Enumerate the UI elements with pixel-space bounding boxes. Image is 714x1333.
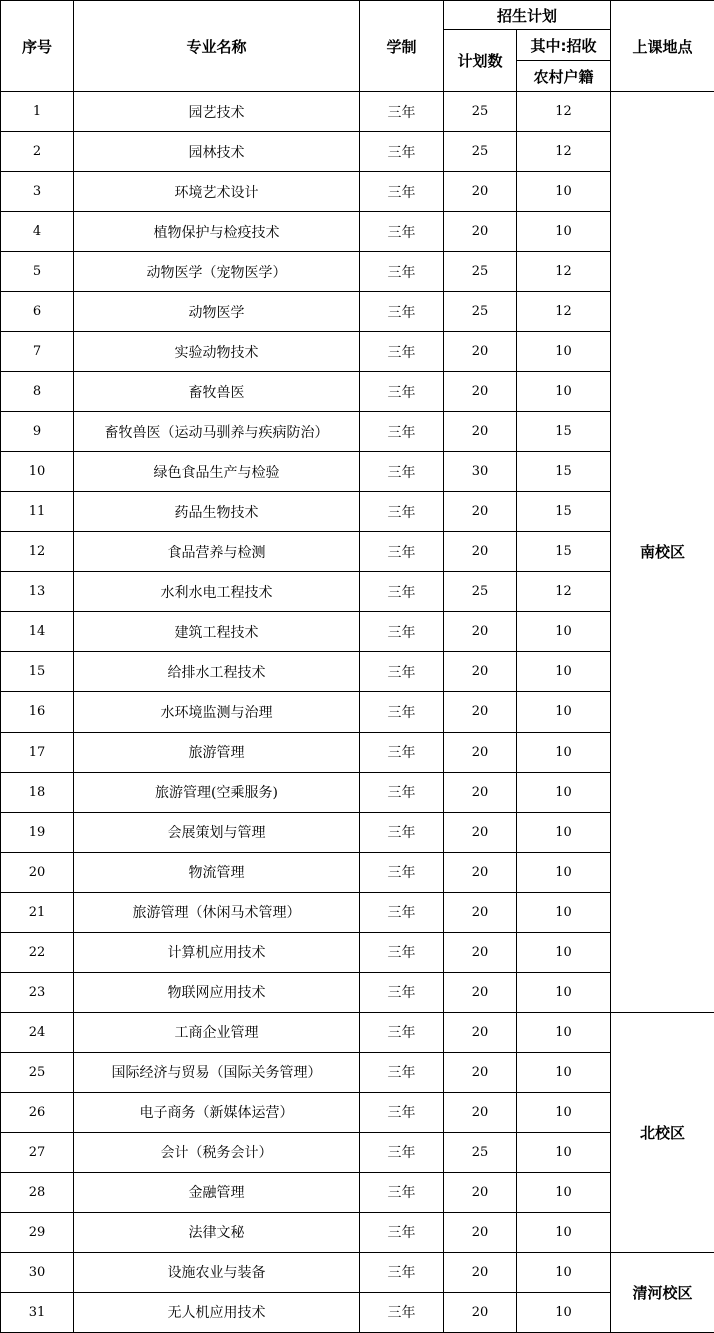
table-row — [1, 212, 714, 252]
row-duration: 三年 — [360, 212, 444, 252]
table-row — [1, 292, 714, 332]
row-duration: 三年 — [360, 852, 444, 892]
location-south-campus: 南校区 — [611, 92, 714, 1013]
row-plan-count: 20 — [444, 1092, 517, 1132]
row-plan-count: 20 — [444, 732, 517, 772]
row-rural-count: 15 — [517, 452, 611, 492]
row-plan-count: 20 — [444, 372, 517, 412]
header-seq: 序号 — [1, 1, 74, 92]
row-rural-count: 10 — [517, 372, 611, 412]
row-major: 物流管理 — [74, 852, 360, 892]
row-plan-count: 25 — [444, 92, 517, 132]
row-major: 国际经济与贸易（国际关务管理） — [74, 1052, 360, 1092]
row-duration: 三年 — [360, 492, 444, 532]
table-body — [1, 92, 714, 1333]
row-seq: 5 — [1, 252, 74, 292]
row-duration: 三年 — [360, 372, 444, 412]
row-plan-count: 25 — [444, 292, 517, 332]
row-rural-count: 10 — [517, 1012, 611, 1052]
row-major: 金融管理 — [74, 1172, 360, 1212]
row-plan-count: 20 — [444, 492, 517, 532]
row-seq: 21 — [1, 892, 74, 932]
row-rural-count: 10 — [517, 1092, 611, 1132]
row-plan-count: 25 — [444, 132, 517, 172]
row-duration: 三年 — [360, 292, 444, 332]
row-rural-count: 10 — [517, 772, 611, 812]
header-duration: 学制 — [360, 1, 444, 92]
table-row — [1, 532, 714, 572]
row-duration: 三年 — [360, 612, 444, 652]
row-plan-count: 20 — [444, 212, 517, 252]
row-major: 计算机应用技术 — [74, 932, 360, 972]
row-plan-count: 20 — [444, 1172, 517, 1212]
row-rural-count: 10 — [517, 972, 611, 1012]
row-major: 工商企业管理 — [74, 1012, 360, 1052]
row-duration: 三年 — [360, 732, 444, 772]
header-rural-top: 其中:招收 — [517, 30, 611, 61]
row-duration: 三年 — [360, 92, 444, 132]
row-rural-count: 15 — [517, 532, 611, 572]
row-plan-count: 20 — [444, 172, 517, 212]
table-row — [1, 1252, 714, 1292]
row-rural-count: 10 — [517, 852, 611, 892]
row-seq: 2 — [1, 132, 74, 172]
row-major: 食品营养与检测 — [74, 532, 360, 572]
row-rural-count: 12 — [517, 292, 611, 332]
row-seq: 3 — [1, 172, 74, 212]
row-seq: 4 — [1, 212, 74, 252]
row-rural-count: 12 — [517, 252, 611, 292]
row-major: 畜牧兽医（运动马驯养与疾病防治） — [74, 412, 360, 452]
row-seq: 13 — [1, 572, 74, 612]
row-duration: 三年 — [360, 252, 444, 292]
row-duration: 三年 — [360, 1172, 444, 1212]
row-seq: 10 — [1, 452, 74, 492]
row-seq: 22 — [1, 932, 74, 972]
row-plan-count: 20 — [444, 332, 517, 372]
row-major: 旅游管理(空乘服务) — [74, 772, 360, 812]
table-row — [1, 1132, 714, 1172]
row-seq: 25 — [1, 1052, 74, 1092]
table-row — [1, 1052, 714, 1092]
row-plan-count: 25 — [444, 252, 517, 292]
header-plan-count: 计划数 — [444, 30, 517, 92]
row-plan-count: 20 — [444, 612, 517, 652]
row-duration: 三年 — [360, 812, 444, 852]
row-rural-count: 10 — [517, 1052, 611, 1092]
row-seq: 16 — [1, 692, 74, 732]
row-major: 植物保护与检疫技术 — [74, 212, 360, 252]
row-rural-count: 10 — [517, 1132, 611, 1172]
row-duration: 三年 — [360, 1052, 444, 1092]
row-duration: 三年 — [360, 452, 444, 492]
row-duration: 三年 — [360, 972, 444, 1012]
row-duration: 三年 — [360, 1252, 444, 1292]
table-row — [1, 852, 714, 892]
row-major: 环境艺术设计 — [74, 172, 360, 212]
row-seq: 11 — [1, 492, 74, 532]
row-plan-count: 20 — [444, 852, 517, 892]
row-plan-count: 20 — [444, 812, 517, 852]
row-major: 物联网应用技术 — [74, 972, 360, 1012]
location-north-campus: 北校区 — [611, 1012, 714, 1252]
row-rural-count: 12 — [517, 92, 611, 132]
table-row — [1, 1212, 714, 1252]
row-plan-count: 20 — [444, 972, 517, 1012]
row-plan-count: 20 — [444, 1252, 517, 1292]
table-row — [1, 772, 714, 812]
row-seq: 20 — [1, 852, 74, 892]
table-row — [1, 932, 714, 972]
row-seq: 1 — [1, 92, 74, 132]
row-major: 园艺技术 — [74, 92, 360, 132]
row-duration: 三年 — [360, 1012, 444, 1052]
row-major: 会计（税务会计） — [74, 1132, 360, 1172]
row-seq: 31 — [1, 1292, 74, 1332]
table-row — [1, 332, 714, 372]
row-plan-count: 20 — [444, 692, 517, 732]
header-plan-group: 招生计划 — [444, 1, 611, 30]
row-rural-count: 10 — [517, 1172, 611, 1212]
row-seq: 17 — [1, 732, 74, 772]
row-major: 旅游管理（休闲马术管理） — [74, 892, 360, 932]
row-seq: 7 — [1, 332, 74, 372]
row-rural-count: 10 — [517, 812, 611, 852]
row-duration: 三年 — [360, 692, 444, 732]
row-rural-count: 10 — [517, 332, 611, 372]
row-duration: 三年 — [360, 132, 444, 172]
row-major: 实验动物技术 — [74, 332, 360, 372]
row-major: 动物医学 — [74, 292, 360, 332]
row-rural-count: 12 — [517, 132, 611, 172]
row-plan-count: 25 — [444, 1132, 517, 1172]
row-plan-count: 20 — [444, 772, 517, 812]
row-seq: 27 — [1, 1132, 74, 1172]
header-major: 专业名称 — [74, 1, 360, 92]
table-row — [1, 892, 714, 932]
table-row — [1, 452, 714, 492]
row-duration: 三年 — [360, 532, 444, 572]
table-row — [1, 972, 714, 1012]
row-major: 药品生物技术 — [74, 492, 360, 532]
row-seq: 30 — [1, 1252, 74, 1292]
row-rural-count: 10 — [517, 1212, 611, 1252]
row-duration: 三年 — [360, 892, 444, 932]
row-rural-count: 15 — [517, 412, 611, 452]
row-seq: 15 — [1, 652, 74, 692]
header-rural-bottom: 农村户籍 — [517, 61, 611, 92]
row-plan-count: 20 — [444, 932, 517, 972]
row-seq: 19 — [1, 812, 74, 852]
table-row — [1, 252, 714, 292]
table-row — [1, 692, 714, 732]
row-major: 水利水电工程技术 — [74, 572, 360, 612]
row-seq: 18 — [1, 772, 74, 812]
table-row — [1, 492, 714, 532]
row-duration: 三年 — [360, 172, 444, 212]
row-rural-count: 15 — [517, 492, 611, 532]
row-seq: 12 — [1, 532, 74, 572]
row-major: 建筑工程技术 — [74, 612, 360, 652]
row-seq: 23 — [1, 972, 74, 1012]
row-major: 法律文秘 — [74, 1212, 360, 1252]
location-qinghe-campus: 清河校区 — [611, 1252, 714, 1332]
row-seq: 29 — [1, 1212, 74, 1252]
row-major: 畜牧兽医 — [74, 372, 360, 412]
row-duration: 三年 — [360, 652, 444, 692]
row-major: 动物医学（宠物医学） — [74, 252, 360, 292]
row-rural-count: 12 — [517, 572, 611, 612]
row-duration: 三年 — [360, 572, 444, 612]
row-plan-count: 20 — [444, 1212, 517, 1252]
row-plan-count: 20 — [444, 892, 517, 932]
table-row — [1, 372, 714, 412]
row-duration: 三年 — [360, 1212, 444, 1252]
table-row — [1, 172, 714, 212]
row-plan-count: 20 — [444, 412, 517, 452]
table-row — [1, 572, 714, 612]
row-major: 无人机应用技术 — [74, 1292, 360, 1332]
table-row — [1, 1292, 714, 1332]
table-row — [1, 92, 714, 132]
table-row — [1, 612, 714, 652]
row-rural-count: 10 — [517, 612, 611, 652]
table-row — [1, 1172, 714, 1212]
row-duration: 三年 — [360, 412, 444, 452]
row-plan-count: 25 — [444, 572, 517, 612]
row-plan-count: 20 — [444, 1052, 517, 1092]
row-rural-count: 10 — [517, 172, 611, 212]
table-row — [1, 132, 714, 172]
row-seq: 9 — [1, 412, 74, 452]
row-seq: 24 — [1, 1012, 74, 1052]
row-rural-count: 10 — [517, 212, 611, 252]
row-plan-count: 30 — [444, 452, 517, 492]
row-duration: 三年 — [360, 772, 444, 812]
row-seq: 28 — [1, 1172, 74, 1212]
table-row — [1, 1092, 714, 1132]
row-rural-count: 10 — [517, 1252, 611, 1292]
row-rural-count: 10 — [517, 1292, 611, 1332]
row-plan-count: 20 — [444, 1012, 517, 1052]
row-duration: 三年 — [360, 332, 444, 372]
table-row — [1, 412, 714, 452]
row-seq: 26 — [1, 1092, 74, 1132]
row-major: 绿色食品生产与检验 — [74, 452, 360, 492]
row-rural-count: 10 — [517, 652, 611, 692]
row-duration: 三年 — [360, 1292, 444, 1332]
row-plan-count: 20 — [444, 1292, 517, 1332]
row-major: 电子商务（新媒体运营） — [74, 1092, 360, 1132]
row-rural-count: 10 — [517, 932, 611, 972]
row-major: 设施农业与装备 — [74, 1252, 360, 1292]
row-duration: 三年 — [360, 1132, 444, 1172]
row-rural-count: 10 — [517, 892, 611, 932]
row-seq: 6 — [1, 292, 74, 332]
row-rural-count: 10 — [517, 692, 611, 732]
row-rural-count: 10 — [517, 732, 611, 772]
row-major: 水环境监测与治理 — [74, 692, 360, 732]
row-seq: 14 — [1, 612, 74, 652]
table-row — [1, 1012, 714, 1052]
table-row — [1, 732, 714, 772]
header-location: 上课地点 — [611, 1, 714, 92]
row-duration: 三年 — [360, 1092, 444, 1132]
table-row — [1, 652, 714, 692]
row-major: 给排水工程技术 — [74, 652, 360, 692]
row-major: 旅游管理 — [74, 732, 360, 772]
row-plan-count: 20 — [444, 652, 517, 692]
row-major: 会展策划与管理 — [74, 812, 360, 852]
table-row — [1, 812, 714, 852]
row-major: 园林技术 — [74, 132, 360, 172]
row-duration: 三年 — [360, 932, 444, 972]
row-seq: 8 — [1, 372, 74, 412]
row-plan-count: 20 — [444, 532, 517, 572]
